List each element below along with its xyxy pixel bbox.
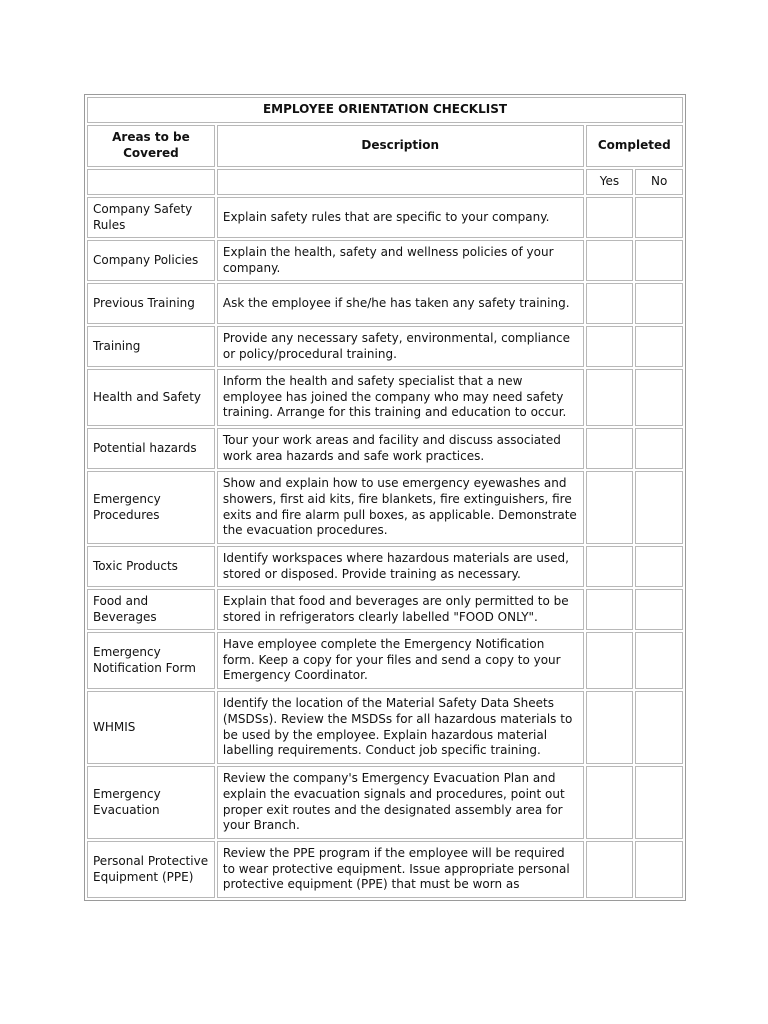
description-cell: Review the PPE program if the employee will be required to wear protective equipment. Issue appropriate personal protective equipment (PPE) that must be worn as: [217, 841, 584, 898]
description-header: Description: [217, 125, 584, 167]
no-checkbox-cell[interactable]: [635, 471, 683, 544]
yes-checkbox-cell[interactable]: [586, 197, 634, 238]
area-cell: Emergency Procedures: [87, 471, 215, 544]
yes-header: Yes: [586, 169, 634, 195]
no-header: No: [635, 169, 683, 195]
subheader-row: [87, 169, 683, 195]
checklist-body: [87, 97, 683, 898]
area-cell: Potential hazards: [87, 428, 215, 469]
no-checkbox-cell[interactable]: [635, 283, 683, 324]
no-checkbox-cell[interactable]: [635, 240, 683, 281]
description-cell: Explain that food and beverages are only permitted to be stored in refrigerators clearly labelled "FOOD ONLY".: [217, 589, 584, 630]
checklist-row: [87, 589, 683, 630]
yes-checkbox-cell[interactable]: [586, 240, 634, 281]
no-checkbox-cell[interactable]: [635, 369, 683, 426]
description-cell: Explain the health, safety and wellness policies of your company.: [217, 240, 584, 281]
description-cell: Tour your work areas and facility and discuss associated work area hazards and safe work practices.: [217, 428, 584, 469]
empty-description-subheader: [217, 169, 584, 195]
no-checkbox-cell[interactable]: [635, 766, 683, 839]
description-cell: Inform the health and safety specialist that a new employee has joined the company who may need safety training. Arrange for this training and education to occur.: [217, 369, 584, 426]
description-cell: Identify workspaces where hazardous materials are used, stored or disposed. Provide training as necessary.: [217, 546, 584, 587]
yes-checkbox-cell[interactable]: [586, 841, 634, 898]
area-cell: WHMIS: [87, 691, 215, 764]
area-cell: Emergency Notification Form: [87, 632, 215, 689]
no-checkbox-cell[interactable]: [635, 197, 683, 238]
checklist-row: [87, 428, 683, 469]
area-cell: Training: [87, 326, 215, 367]
no-checkbox-cell[interactable]: [635, 428, 683, 469]
no-checkbox-cell[interactable]: [635, 841, 683, 898]
no-checkbox-cell[interactable]: [635, 691, 683, 764]
yes-checkbox-cell[interactable]: [586, 546, 634, 587]
checklist-row: [87, 766, 683, 839]
no-checkbox-cell[interactable]: [635, 632, 683, 689]
yes-checkbox-cell[interactable]: [586, 428, 634, 469]
description-cell: Have employee complete the Emergency Notification form. Keep a copy for your files and send a copy to your Emergency Coordinator.: [217, 632, 584, 689]
completed-header: Completed: [586, 125, 683, 167]
yes-checkbox-cell[interactable]: [586, 326, 634, 367]
checklist-row: [87, 240, 683, 281]
no-checkbox-cell[interactable]: [635, 546, 683, 587]
title-row: [87, 97, 683, 123]
area-cell: Personal Protective Equipment (PPE): [87, 841, 215, 898]
orientation-checklist-table: [84, 94, 686, 901]
area-cell: Emergency Evacuation: [87, 766, 215, 839]
checklist-row: [87, 283, 683, 324]
description-cell: Show and explain how to use emergency eyewashes and showers, first aid kits, fire blankets, fire extinguishers, fire exits and fire alarm pull boxes, as applicable. Demonstrate the evacuation procedures.: [217, 471, 584, 544]
checklist-row: [87, 471, 683, 544]
checklist-row: [87, 691, 683, 764]
area-cell: Health and Safety: [87, 369, 215, 426]
area-cell: Toxic Products: [87, 546, 215, 587]
yes-checkbox-cell[interactable]: [586, 766, 634, 839]
area-cell: Previous Training: [87, 283, 215, 324]
description-cell: Ask the employee if she/he has taken any safety training.: [217, 283, 584, 324]
no-checkbox-cell[interactable]: [635, 589, 683, 630]
checklist-title: EMPLOYEE ORIENTATION CHECKLIST: [87, 97, 683, 123]
checklist-row: [87, 369, 683, 426]
header-row: [87, 125, 683, 167]
areas-header: Areas to be Covered: [87, 125, 215, 167]
yes-checkbox-cell[interactable]: [586, 691, 634, 764]
area-cell: Food and Beverages: [87, 589, 215, 630]
checklist-row: [87, 326, 683, 367]
description-cell: Identify the location of the Material Safety Data Sheets (MSDSs). Review the MSDSs for all hazardous materials to be used by the employee. Explain hazardous material labelling requirements. Conduct job specific training.: [217, 691, 584, 764]
yes-checkbox-cell[interactable]: [586, 589, 634, 630]
no-checkbox-cell[interactable]: [635, 326, 683, 367]
description-cell: Provide any necessary safety, environmental, compliance or policy/procedural training.: [217, 326, 584, 367]
yes-checkbox-cell[interactable]: [586, 632, 634, 689]
area-cell: Company Safety Rules: [87, 197, 215, 238]
area-cell: Company Policies: [87, 240, 215, 281]
yes-checkbox-cell[interactable]: [586, 369, 634, 426]
checklist-row: [87, 841, 683, 898]
yes-checkbox-cell[interactable]: [586, 283, 634, 324]
checklist-row: [87, 546, 683, 587]
checklist-row: [87, 197, 683, 238]
description-cell: Review the company's Emergency Evacuation Plan and explain the evacuation signals and procedures, point out proper exit routes and the designated assembly area for your Branch.: [217, 766, 584, 839]
yes-checkbox-cell[interactable]: [586, 471, 634, 544]
checklist-row: [87, 632, 683, 689]
empty-area-subheader: [87, 169, 215, 195]
description-cell: Explain safety rules that are specific to your company.: [217, 197, 584, 238]
